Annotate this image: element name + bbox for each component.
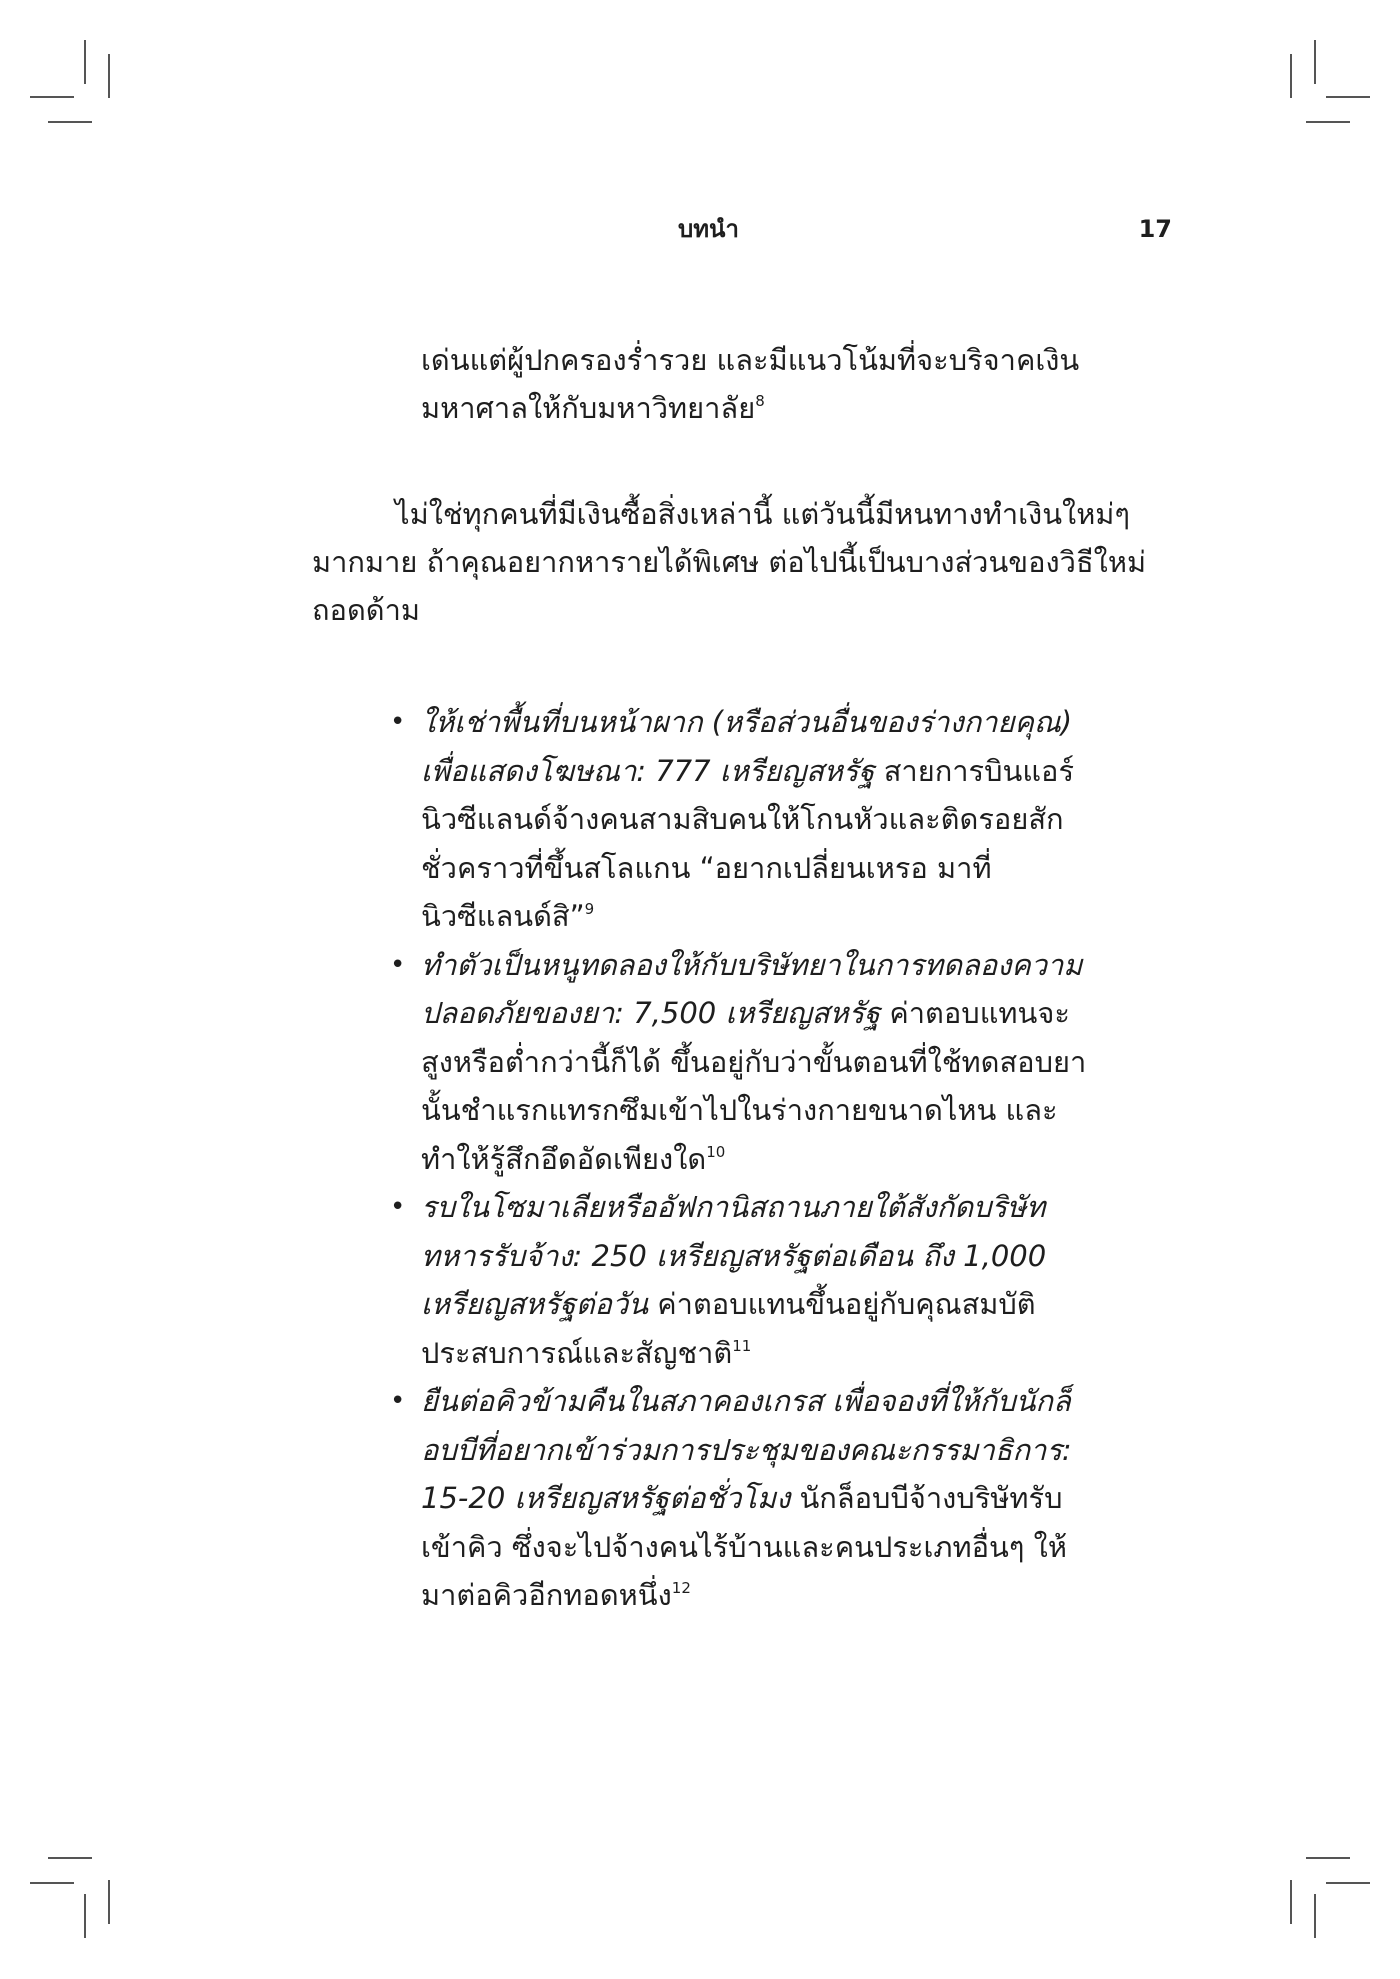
crop-mark xyxy=(84,40,86,84)
bullet-list xyxy=(390,698,1090,1620)
page-number: 17 xyxy=(1138,215,1172,243)
quote-block xyxy=(421,336,1081,432)
chapter-title: บทนำ xyxy=(678,215,739,243)
body-paragraph: ไม่ใช่ทุกคนที่มีเงินซื้อสิ่งเหล่านี้ แต่วันนี้มีหนทางทำเงินใหม่ๆ มากมาย ถ้าคุณอยากหารายได้พิเศษ ต่อไปนี้เป็นบางส่วนของวิธีใหม่ถอดด้าม xyxy=(312,497,1147,627)
crop-mark xyxy=(1326,96,1370,98)
footnote-ref: 11 xyxy=(732,1336,752,1355)
crop-mark xyxy=(108,54,110,98)
crop-mark xyxy=(1290,54,1292,98)
item-body: สายการบินแอร์นิวซีแลนด์จ้างคนสามสิบคนให้โกนหัวและติดรอยสักชั่วคราวที่ขึ้นสโลแกน “อยากเปลี่ยนเหรอ มาที่นิวซีแลนด์สิ” xyxy=(421,753,1075,933)
crop-mark xyxy=(1314,1894,1316,1938)
crop-mark xyxy=(1306,121,1350,123)
crop-mark xyxy=(1326,1882,1370,1884)
item-lead: ให้เช่าพื้นที่บนหน้าผาก (หรือส่วนอื่นของร่างกายคุณ) เพื่อแสดงโฆษณา: 777 เหรียญสหรัฐ xyxy=(421,705,1073,788)
footnote-ref: 10 xyxy=(706,1142,726,1161)
item-lead: รบในโซมาเลียหรืออัฟกานิสถานภายใต้สังกัดบริษัททหารรับจ้าง: 250 เหรียญสหรัฐต่อเดือน ถึง 1,000 เหรียญสหรัฐต่อวัน xyxy=(421,1190,1047,1321)
crop-mark xyxy=(48,1857,92,1859)
item-body: ค่าตอบแทนจะสูงหรือต่ำกว่านี้ก็ได้ ขึ้นอยู่กับว่าขั้นตอนที่ใช้ทดสอบยานั้นชำแรกแทรกซึมเข้าไปในร่างกายขนาดไหน และทำให้รู้สึกอึดอัดเพียงใด xyxy=(421,996,1087,1176)
footnote-ref: 12 xyxy=(671,1579,691,1597)
list-item xyxy=(390,1377,1090,1620)
footnote-ref: 9 xyxy=(584,900,595,918)
list-item xyxy=(390,1183,1090,1377)
item-body: นักล็อบบีจ้างบริษัทรับเข้าคิว ซึ่งจะไปจ้างคนไร้บ้านและคนประเภทอื่นๆ ให้มาต่อคิวอีกทอดหนึ่ง xyxy=(421,1481,1067,1612)
crop-mark xyxy=(1314,40,1316,84)
crop-mark xyxy=(1306,1857,1350,1859)
list-item xyxy=(390,941,1090,1184)
footnote-ref: 8 xyxy=(755,392,765,410)
bullet-icon: • xyxy=(390,1192,406,1222)
crop-mark xyxy=(1290,1880,1292,1924)
item-body: ค่าตอบแทนขึ้นอยู่กับคุณสมบัติ ประสบการณ์และสัญชาติ xyxy=(421,1287,1036,1370)
bullet-icon: • xyxy=(390,949,406,980)
item-lead: ยืนต่อคิวข้ามคืนในสภาคองเกรส เพื่อจองที่ให้กับนักล็อบบีที่อยากเข้าร่วมการประชุมของคณะกรรมาธิการ: 15-20 เหรียญสหรัฐต่อชั่วโมง xyxy=(421,1384,1072,1515)
bullet-icon: • xyxy=(390,1386,406,1416)
crop-mark xyxy=(30,96,74,98)
crop-mark xyxy=(30,1882,74,1884)
bullet-icon: • xyxy=(390,707,406,737)
list-item xyxy=(390,698,1090,941)
crop-mark xyxy=(48,121,92,123)
crop-mark xyxy=(84,1894,86,1938)
quote-text: เด่นแต่ผู้ปกครองร่ำรวย และมีแนวโน้มที่จะบริจาคเงินมหาศาลให้กับมหาวิทยาลัย xyxy=(421,343,1080,425)
item-lead: ทำตัวเป็นหนูทดลองให้กับบริษัทยาในการทดลองความปลอดภัยของยา: 7,500 เหรียญสหรัฐ xyxy=(421,947,1083,1030)
crop-mark xyxy=(108,1880,110,1924)
